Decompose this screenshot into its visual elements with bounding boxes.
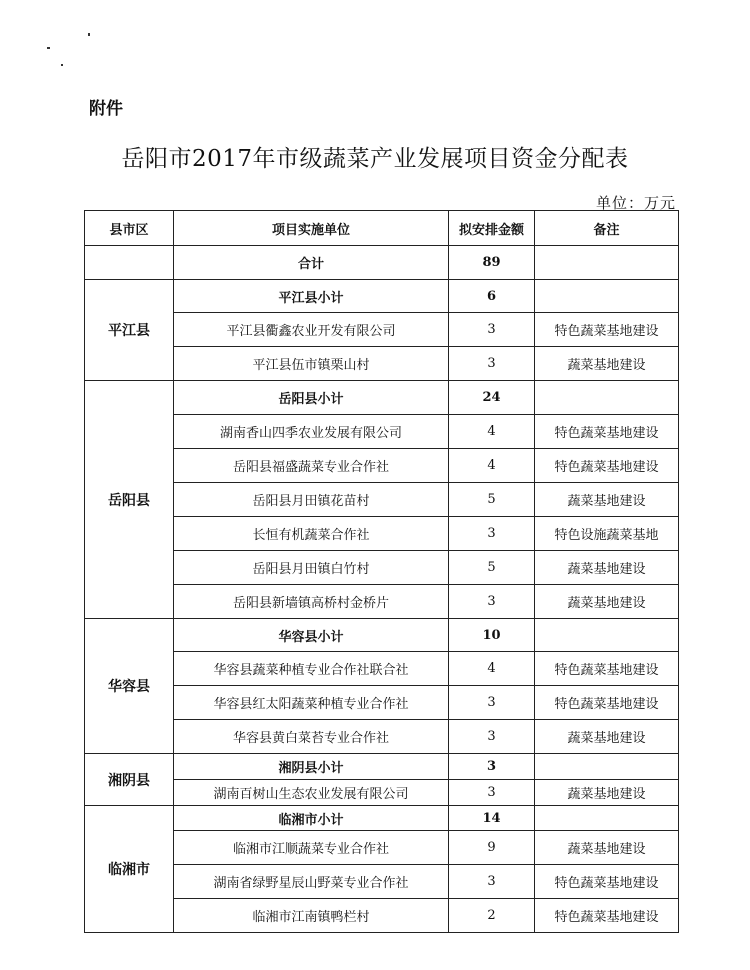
amount-cell: 3 [449, 313, 535, 347]
table-row [85, 585, 679, 619]
county-cell: 临湘市 [85, 806, 174, 933]
subtotal-row [85, 280, 679, 313]
allocation-table [84, 210, 679, 933]
unit-cell: 临湘市江顺蔬菜专业合作社 [174, 831, 449, 865]
table-row [85, 780, 679, 806]
table-row [85, 686, 679, 720]
blank-cell [85, 246, 174, 280]
header-amount: 拟安排金额 [449, 211, 535, 246]
unit-cell: 平江县衢鑫农业开发有限公司 [174, 313, 449, 347]
scan-speck [47, 47, 50, 49]
table-header-row [85, 211, 679, 246]
amount-cell: 3 [449, 686, 535, 720]
table-row [85, 831, 679, 865]
note-cell: 蔬菜基地建设 [535, 585, 679, 619]
subtotal-row [85, 806, 679, 831]
unit-cell: 岳阳县月田镇白竹村 [174, 551, 449, 585]
table-row [85, 415, 679, 449]
amount-cell: 3 [449, 585, 535, 619]
unit-cell: 华容县蔬菜种植专业合作社联合社 [174, 652, 449, 686]
unit-cell: 湖南省绿野星辰山野菜专业合作社 [174, 865, 449, 899]
amount-cell: 5 [449, 483, 535, 517]
subtotal-row [85, 754, 679, 780]
unit-cell: 华容县黄白菜苔专业合作社 [174, 720, 449, 754]
subtotal-amount: 10 [449, 619, 535, 652]
unit-cell: 长恒有机蔬菜合作社 [174, 517, 449, 551]
note-cell: 特色蔬菜基地建设 [535, 686, 679, 720]
blank-cell [535, 280, 679, 313]
blank-cell [535, 754, 679, 780]
county-cell: 岳阳县 [85, 381, 174, 619]
unit-cell: 岳阳县新墙镇高桥村金桥片 [174, 585, 449, 619]
unit-cell: 华容县红太阳蔬菜种植专业合作社 [174, 686, 449, 720]
page-title: 岳阳市2017年市级蔬菜产业发展项目资金分配表 [121, 146, 629, 172]
amount-cell: 2 [449, 899, 535, 933]
amount-cell: 3 [449, 865, 535, 899]
note-cell: 特色蔬菜基地建设 [535, 899, 679, 933]
amount-cell: 4 [449, 652, 535, 686]
note-cell: 蔬菜基地建设 [535, 483, 679, 517]
blank-cell [535, 806, 679, 831]
subtotal-amount: 14 [449, 806, 535, 831]
unit-cell: 临湘市江南镇鸭栏村 [174, 899, 449, 933]
county-cell: 湘阴县 [85, 754, 174, 806]
amount-cell: 9 [449, 831, 535, 865]
amount-cell: 3 [449, 347, 535, 381]
subtotal-label: 平江县小计 [174, 280, 449, 313]
unit-cell: 平江县伍市镇栗山村 [174, 347, 449, 381]
amount-cell: 3 [449, 517, 535, 551]
blank-cell [535, 246, 679, 280]
note-cell: 蔬菜基地建设 [535, 347, 679, 381]
table-row [85, 483, 679, 517]
header-county: 县市区 [85, 211, 174, 246]
subtotal-row [85, 381, 679, 415]
amount-cell: 3 [449, 780, 535, 806]
total-label: 合计 [174, 246, 449, 280]
subtotal-label: 华容县小计 [174, 619, 449, 652]
note-cell: 蔬菜基地建设 [535, 551, 679, 585]
table-row [85, 652, 679, 686]
note-cell: 特色设施蔬菜基地 [535, 517, 679, 551]
table-row [85, 720, 679, 754]
note-cell: 蔬菜基地建设 [535, 720, 679, 754]
unit-cell: 湖南百树山生态农业发展有限公司 [174, 780, 449, 806]
scan-speck [61, 64, 63, 66]
table-row [85, 449, 679, 483]
total-amount: 89 [449, 246, 535, 280]
scan-speck [88, 33, 90, 36]
table-row [85, 865, 679, 899]
amount-cell: 4 [449, 415, 535, 449]
note-cell: 蔬菜基地建设 [535, 831, 679, 865]
subtotal-label: 湘阴县小计 [174, 754, 449, 780]
amount-cell: 4 [449, 449, 535, 483]
blank-cell [535, 381, 679, 415]
subtotal-row [85, 619, 679, 652]
table-row [85, 551, 679, 585]
note-cell: 特色蔬菜基地建设 [535, 313, 679, 347]
subtotal-label: 临湘市小计 [174, 806, 449, 831]
header-unit: 项目实施单位 [174, 211, 449, 246]
table-body [85, 246, 679, 933]
total-row [85, 246, 679, 280]
amount-cell: 3 [449, 720, 535, 754]
note-cell: 蔬菜基地建设 [535, 780, 679, 806]
note-cell: 特色蔬菜基地建设 [535, 652, 679, 686]
subtotal-label: 岳阳县小计 [174, 381, 449, 415]
table-row [85, 347, 679, 381]
note-cell: 特色蔬菜基地建设 [535, 449, 679, 483]
unit-cell: 湖南香山四季农业发展有限公司 [174, 415, 449, 449]
note-cell: 特色蔬菜基地建设 [535, 865, 679, 899]
attachment-label: 附件 [89, 99, 123, 119]
blank-cell [535, 619, 679, 652]
amount-cell: 5 [449, 551, 535, 585]
subtotal-amount: 6 [449, 280, 535, 313]
county-cell: 华容县 [85, 619, 174, 754]
unit-cell: 岳阳县月田镇花苗村 [174, 483, 449, 517]
subtotal-amount: 24 [449, 381, 535, 415]
county-cell: 平江县 [85, 280, 174, 381]
subtotal-amount: 3 [449, 754, 535, 780]
table-row [85, 899, 679, 933]
table-row [85, 517, 679, 551]
table-row [85, 313, 679, 347]
note-cell: 特色蔬菜基地建设 [535, 415, 679, 449]
header-note: 备注 [535, 211, 679, 246]
unit-cell: 岳阳县福盛蔬菜专业合作社 [174, 449, 449, 483]
unit-label: 单位：万元 [595, 194, 676, 212]
